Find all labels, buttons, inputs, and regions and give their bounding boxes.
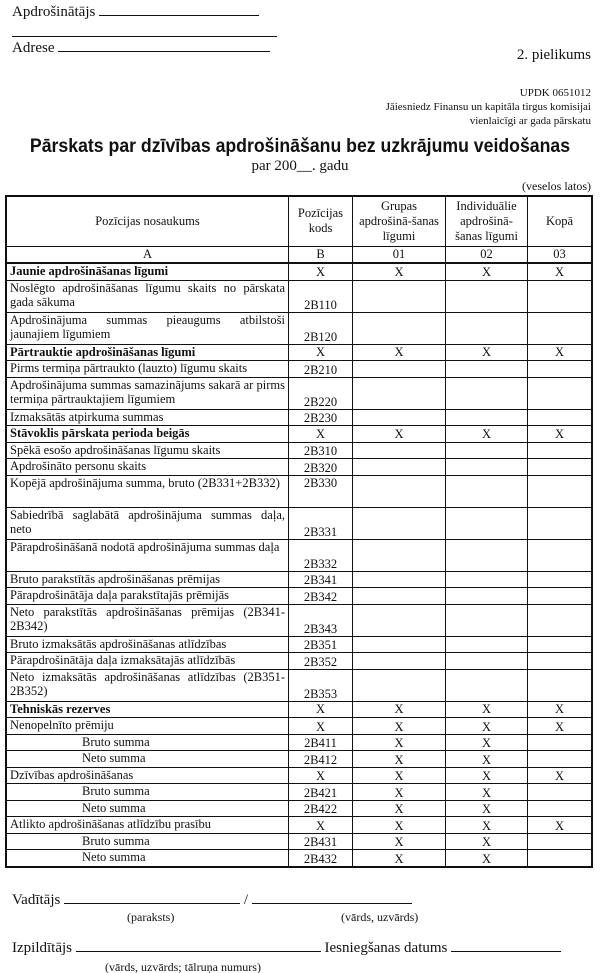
- value-cell[interactable]: [528, 539, 593, 571]
- form-note: [386, 86, 591, 128]
- row-code: 2B432: [289, 850, 353, 867]
- table-row: [6, 377, 592, 409]
- value-cell: X: [528, 426, 593, 443]
- value-cell: X: [353, 767, 446, 784]
- row-code: X: [289, 344, 353, 361]
- value-cell: X: [528, 701, 593, 718]
- table-row: [6, 426, 592, 443]
- value-cell[interactable]: [528, 377, 593, 409]
- value-cell: X: [353, 734, 446, 751]
- value-cell: X: [528, 767, 593, 784]
- row-label: Neto summa: [6, 751, 289, 768]
- table-row: [6, 669, 592, 701]
- submission-label: Iesniegšanas datums: [324, 940, 448, 956]
- row-code: 2B320: [289, 459, 353, 476]
- row-label: Bruto summa: [6, 784, 289, 801]
- value-cell: X: [353, 263, 446, 280]
- annex-label: 2. pielikums: [516, 47, 591, 63]
- row-code: 2B411: [289, 734, 353, 751]
- row-label: Bruto parakstītās apdrošināšanas prēmijas: [6, 571, 289, 588]
- value-cell: X: [528, 817, 593, 834]
- value-cell[interactable]: [353, 377, 446, 409]
- value-cell[interactable]: [446, 571, 528, 588]
- insurer-field: [12, 4, 259, 21]
- row-code: 2B331: [289, 507, 353, 539]
- row-label: Tehniskās rezerves: [6, 701, 289, 718]
- value-cell: X: [353, 800, 446, 817]
- value-cell: X: [353, 344, 446, 361]
- value-cell[interactable]: [446, 280, 528, 312]
- row-label: Neto summa: [6, 850, 289, 867]
- table-row: [6, 833, 592, 850]
- address-field: [12, 40, 270, 57]
- executor-field: [12, 940, 561, 957]
- note-line1: Jāiesniedz Finansu un kapitāla tirgus komisijai: [385, 101, 591, 113]
- value-cell[interactable]: [528, 604, 593, 636]
- value-cell: X: [446, 817, 528, 834]
- value-cell: X: [446, 344, 528, 361]
- table-row: [6, 767, 592, 784]
- table-row: [6, 784, 592, 801]
- table-row: [6, 280, 592, 312]
- row-label: Pārtrauktie apdrošināšanas līgumi: [6, 344, 289, 361]
- row-label: Kopējā apdrošinājuma summa, bruto (2B331+2B332): [6, 475, 289, 507]
- row-code: 2B230: [289, 409, 353, 426]
- value-cell[interactable]: [446, 669, 528, 701]
- value-cell[interactable]: [446, 312, 528, 344]
- row-code: 2B352: [289, 653, 353, 670]
- value-cell[interactable]: [353, 539, 446, 571]
- value-cell[interactable]: [528, 442, 593, 459]
- table-row: [6, 361, 592, 378]
- value-cell: X: [446, 784, 528, 801]
- row-code: 2B120: [289, 312, 353, 344]
- row-label: Bruto summa: [6, 833, 289, 850]
- table-row: [6, 718, 592, 735]
- value-cell[interactable]: [353, 312, 446, 344]
- row-label: Izmaksātās atpirkuma summas: [6, 409, 289, 426]
- insurer-input-line[interactable]: [99, 15, 259, 16]
- value-cell: X: [528, 344, 593, 361]
- table-row: [6, 344, 592, 361]
- value-cell[interactable]: [528, 751, 593, 768]
- value-cell[interactable]: [353, 409, 446, 426]
- address-label: Adrese: [12, 40, 55, 56]
- value-cell[interactable]: [528, 588, 593, 605]
- executor-label: Izpildītājs: [12, 940, 72, 956]
- table-row: [6, 701, 592, 718]
- value-cell: X: [353, 784, 446, 801]
- value-cell[interactable]: [446, 409, 528, 426]
- value-cell: X: [446, 767, 528, 784]
- value-cell: X: [446, 718, 528, 735]
- row-code: X: [289, 817, 353, 834]
- row-code: 2B342: [289, 588, 353, 605]
- table-row: [6, 653, 592, 670]
- value-cell: X: [446, 850, 528, 867]
- value-cell[interactable]: [353, 475, 446, 507]
- value-cell[interactable]: [446, 604, 528, 636]
- slash: /: [243, 892, 248, 908]
- value-cell[interactable]: [446, 507, 528, 539]
- row-label: Noslēgto apdrošināšanas līgumu skaits no pārskata gada sākuma: [6, 280, 289, 312]
- units-label: (veselos latos): [522, 179, 591, 193]
- table-row: [6, 475, 592, 507]
- value-cell: X: [446, 734, 528, 751]
- value-cell[interactable]: [353, 507, 446, 539]
- row-code: 2B343: [289, 604, 353, 636]
- col-letter: B: [289, 246, 353, 263]
- row-label: Neto izmaksātās apdrošināšanas atlīdzības (2B351-2B352): [6, 669, 289, 701]
- value-cell[interactable]: [528, 653, 593, 670]
- table-row: [6, 850, 592, 867]
- insurer-label: Apdrošinātājs: [12, 4, 96, 20]
- row-label: Pārapdrošināšanā nodotā apdrošinājuma summas daļa: [6, 539, 289, 571]
- table-row: [6, 263, 592, 280]
- table-row: [6, 312, 592, 344]
- value-cell[interactable]: [353, 459, 446, 476]
- row-code: 2B431: [289, 833, 353, 850]
- row-code: 2B210: [289, 361, 353, 378]
- row-label: Apdrošināto personu skaits: [6, 459, 289, 476]
- report-table: [5, 195, 593, 868]
- name-caption: (vārds, uzvārds): [341, 910, 419, 924]
- value-cell[interactable]: [446, 539, 528, 571]
- value-cell[interactable]: [446, 475, 528, 507]
- value-cell[interactable]: [446, 442, 528, 459]
- signature-caption: (paraksts): [127, 910, 175, 924]
- row-label: Nenopelnīto prēmiju: [6, 718, 289, 735]
- table-row: [6, 588, 592, 605]
- row-code: X: [289, 263, 353, 280]
- value-cell[interactable]: [353, 442, 446, 459]
- row-label: Apdrošinājuma summas samazinājums sakarā ar pirms termiņa pārtrauktajiem līgumiem: [6, 377, 289, 409]
- value-cell[interactable]: [446, 361, 528, 378]
- table-row: [6, 751, 592, 768]
- value-cell[interactable]: [353, 604, 446, 636]
- value-cell[interactable]: [353, 280, 446, 312]
- value-cell[interactable]: [528, 571, 593, 588]
- row-code: 2B310: [289, 442, 353, 459]
- row-label: Pirms termiņa pārtraukto (lauzto) līgumu skaits: [6, 361, 289, 378]
- col-letter: A: [6, 246, 289, 263]
- row-label: Neto summa: [6, 800, 289, 817]
- row-label: Bruto summa: [6, 734, 289, 751]
- row-code: 2B332: [289, 539, 353, 571]
- row-label: Bruto izmaksātās apdrošināšanas atlīdzības: [6, 636, 289, 653]
- row-label: Stāvoklis pārskata perioda beigās: [6, 426, 289, 443]
- value-cell: X: [446, 263, 528, 280]
- value-cell: X: [446, 751, 528, 768]
- value-cell: X: [446, 426, 528, 443]
- value-cell[interactable]: [528, 734, 593, 751]
- value-cell[interactable]: [528, 409, 593, 426]
- value-cell[interactable]: [528, 475, 593, 507]
- table-row: [6, 539, 592, 571]
- signature-line[interactable]: [64, 903, 240, 904]
- value-cell[interactable]: [528, 833, 593, 850]
- insurer-second-line[interactable]: [12, 36, 277, 37]
- page-title: Pārskats par dzīvības apdrošināšanu bez uzkrājumu veidošanas: [29, 136, 571, 157]
- value-cell[interactable]: [528, 459, 593, 476]
- value-cell[interactable]: [528, 636, 593, 653]
- manager-name-line[interactable]: [252, 903, 412, 904]
- value-cell[interactable]: [446, 459, 528, 476]
- manager-signature: [12, 892, 412, 909]
- col-letter: 02: [446, 246, 528, 263]
- value-cell: X: [353, 718, 446, 735]
- header-total: Kopā: [528, 196, 593, 246]
- value-cell[interactable]: [353, 669, 446, 701]
- value-cell[interactable]: [353, 361, 446, 378]
- value-cell[interactable]: [353, 571, 446, 588]
- table-row: [6, 604, 592, 636]
- value-cell[interactable]: [446, 653, 528, 670]
- row-code: X: [289, 767, 353, 784]
- row-label: Spēkā esošo apdrošināšanas līgumu skaits: [6, 442, 289, 459]
- manager-label: Vadītājs: [12, 892, 61, 908]
- value-cell[interactable]: [446, 588, 528, 605]
- table-row: [6, 800, 592, 817]
- table-row: [6, 734, 592, 751]
- row-code: 2B353: [289, 669, 353, 701]
- row-label: Pārapdrošinātāja daļa izmaksātajās atlīdzībās: [6, 653, 289, 670]
- value-cell: X: [353, 833, 446, 850]
- row-code: 2B412: [289, 751, 353, 768]
- page-subtitle: par 200__. gadu: [251, 158, 349, 174]
- row-code: X: [289, 426, 353, 443]
- value-cell[interactable]: [528, 280, 593, 312]
- value-cell: X: [353, 751, 446, 768]
- value-cell: X: [446, 701, 528, 718]
- submission-date-line[interactable]: [451, 951, 561, 952]
- value-cell[interactable]: [528, 312, 593, 344]
- value-cell[interactable]: [446, 636, 528, 653]
- value-cell[interactable]: [446, 377, 528, 409]
- row-code: 2B330: [289, 475, 353, 507]
- value-cell[interactable]: [528, 669, 593, 701]
- value-cell[interactable]: [528, 784, 593, 801]
- table-row: [6, 636, 592, 653]
- value-cell[interactable]: [353, 636, 446, 653]
- row-label: Apdrošinājuma summas pieaugums atbilstoši jaunajiem līgumiem: [6, 312, 289, 344]
- value-cell[interactable]: [353, 588, 446, 605]
- row-label: Pārapdrošinātāja daļa parakstītajās prēmijās: [6, 588, 289, 605]
- value-cell[interactable]: [528, 800, 593, 817]
- row-code: 2B220: [289, 377, 353, 409]
- col-letter: 03: [528, 246, 593, 263]
- value-cell: X: [528, 718, 593, 735]
- header-name: Pozīcijas nosaukums: [6, 196, 289, 246]
- executor-caption: (vārds, uzvārds; tālruņa numurs): [105, 960, 261, 973]
- value-cell: X: [353, 701, 446, 718]
- row-code: 2B422: [289, 800, 353, 817]
- row-label: Jaunie apdrošināšanas līgumi: [6, 263, 289, 280]
- row-code: 2B351: [289, 636, 353, 653]
- table-row: [6, 459, 592, 476]
- col-letter: 01: [353, 246, 446, 263]
- value-cell: X: [446, 833, 528, 850]
- note-line2: vienlaicīgi ar gada pārskatu: [469, 115, 591, 127]
- table-row: [6, 507, 592, 539]
- row-code: 2B421: [289, 784, 353, 801]
- row-label: Atlikto apdrošināšanas atlīdzību prasību: [6, 817, 289, 834]
- header-code: Pozīcijas kods: [289, 196, 353, 246]
- table-row: [6, 571, 592, 588]
- row-code: X: [289, 701, 353, 718]
- header-group: Grupas apdrošinā-šanas līgumi: [353, 196, 446, 246]
- value-cell: X: [528, 263, 593, 280]
- executor-line[interactable]: [76, 951, 321, 952]
- row-code: 2B110: [289, 280, 353, 312]
- table-row: [6, 817, 592, 834]
- value-cell: X: [353, 850, 446, 867]
- row-label: Dzīvības apdrošināšanas: [6, 767, 289, 784]
- row-label: Neto parakstītās apdrošināšanas prēmijas (2B341-2B342): [6, 604, 289, 636]
- table-row: [6, 442, 592, 459]
- row-code: 2B341: [289, 571, 353, 588]
- value-cell: X: [353, 426, 446, 443]
- address-input-line[interactable]: [58, 51, 270, 52]
- value-cell: X: [353, 817, 446, 834]
- value-cell: X: [446, 800, 528, 817]
- value-cell[interactable]: [528, 361, 593, 378]
- form-code: UPDK 0651012: [519, 87, 591, 99]
- row-code: X: [289, 718, 353, 735]
- value-cell[interactable]: [528, 850, 593, 867]
- value-cell[interactable]: [528, 507, 593, 539]
- row-label: Sabiedrībā saglabātā apdrošinājuma summas daļa, neto: [6, 507, 289, 539]
- header-individual: Individuālie apdrošinā-šanas līgumi: [446, 196, 528, 246]
- value-cell[interactable]: [353, 653, 446, 670]
- table-row: [6, 409, 592, 426]
